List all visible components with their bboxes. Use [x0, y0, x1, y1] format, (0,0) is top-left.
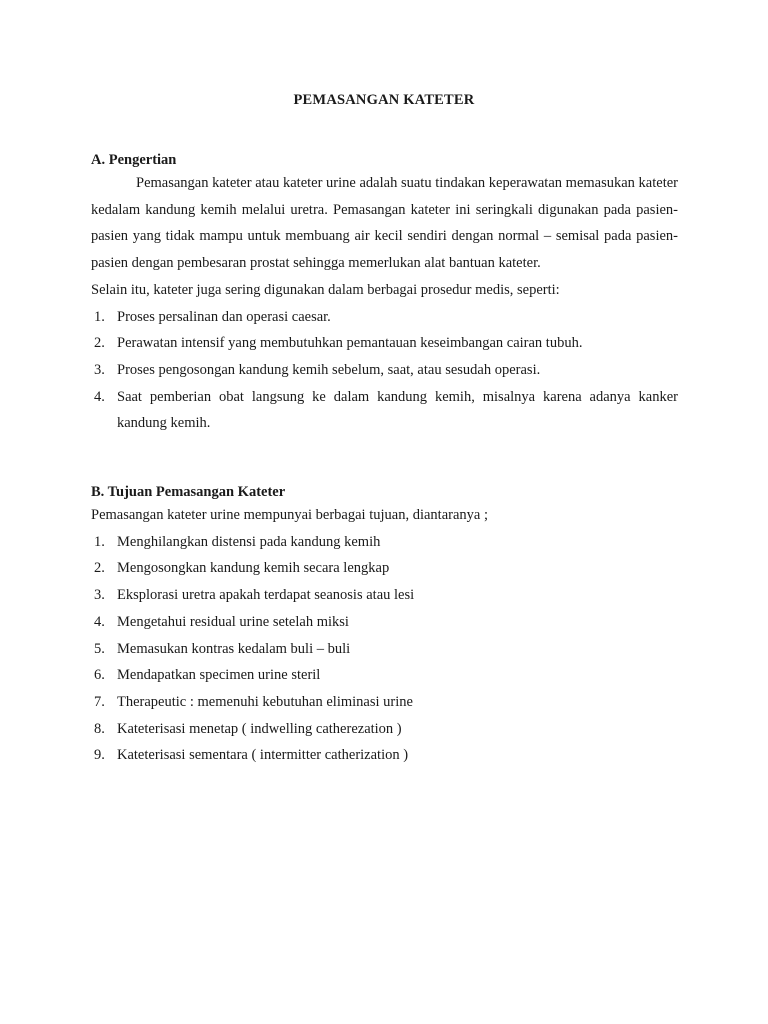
list-item-text: Proses pengosongan kandung kemih sebelum, saat, atau sesudah operasi.: [117, 361, 541, 378]
list-item: [91, 304, 678, 331]
section-a-list: [91, 304, 678, 438]
list-item-number: 5.: [94, 640, 105, 657]
list-item-number: 1.: [94, 308, 105, 325]
list-item: [91, 716, 678, 743]
section-a-intro: Selain itu, kateter juga sering digunakan dalam berbagai prosedur medis, seperti:: [91, 281, 560, 298]
list-item-number: 4.: [94, 388, 105, 405]
list-item-text: Mengosongkan kandung kemih secara lengkap: [117, 560, 390, 577]
section-a-heading: A. Pengertian: [91, 152, 177, 168]
list-item-number: 3.: [94, 361, 105, 378]
list-item: [91, 529, 678, 556]
list-item-number: 2.: [94, 335, 105, 352]
list-item: [91, 662, 678, 689]
section-pengertian: [91, 150, 678, 437]
list-item-text: Kateterisasi sementara ( intermitter catherization ): [117, 747, 409, 764]
list-item-text: Memasukan kontras kedalam buli – buli: [117, 640, 351, 657]
list-item: [91, 582, 678, 609]
list-item-text: Mengetahui residual urine setelah miksi: [117, 613, 349, 630]
list-item-text: Kateterisasi menetap ( indwelling catherezation ): [117, 720, 402, 737]
list-item-text: Therapeutic : memenuhi kebutuhan eliminasi urine: [117, 693, 413, 710]
list-item: [91, 636, 678, 663]
list-item-text: Proses persalinan dan operasi caesar.: [117, 308, 331, 325]
list-item-number: 8.: [94, 720, 105, 737]
list-item-text: Perawatan intensif yang membutuhkan pemantauan keseimbangan cairan tubuh.: [117, 335, 583, 352]
list-item: [91, 742, 678, 769]
list-item-number: 6.: [94, 667, 105, 684]
list-item: [91, 555, 678, 582]
section-b-list: [91, 529, 678, 769]
list-item-text: Saat pemberian obat langsung ke dalam kandung kemih, misalnya karena adanya kanker kandung kemih.: [117, 388, 678, 432]
list-item: [91, 357, 678, 384]
document-title: PEMASANGAN KATETER: [293, 92, 475, 108]
list-item-text: Eksplorasi uretra apakah terdapat seanosis atau lesi: [117, 587, 415, 604]
list-item-text: Menghilangkan distensi pada kandung kemih: [117, 533, 381, 550]
list-item-text: Mendapatkan specimen urine steril: [117, 667, 321, 684]
list-item-number: 1.: [94, 533, 105, 550]
section-a-paragraph: Pemasangan kateter atau kateter urine adalah suatu tindakan keperawatan memasukan kateter kedalam kandung kemih melalui uretra. Pemasangan kateter ini seringkali digunakan pada pasien-pasien yang tidak mampu untuk membuang air kecil sendiri dengan normal – semisal pada pasien-pasien dengan pembesaran prostat sehingga memerlukan alat bantuan kateter.: [91, 175, 678, 272]
list-item-number: 2.: [94, 560, 105, 577]
section-tujuan: [91, 482, 678, 769]
list-item: [91, 609, 678, 636]
list-item-number: 7.: [94, 693, 105, 710]
list-item-number: 4.: [94, 613, 105, 630]
list-item: [91, 330, 678, 357]
list-item: [91, 689, 678, 716]
list-item-number: 3.: [94, 587, 105, 604]
list-item: [91, 384, 678, 437]
section-b-heading: B. Tujuan Pemasangan Kateter: [91, 484, 286, 500]
list-item-number: 9.: [94, 747, 105, 764]
section-b-intro: Pemasangan kateter urine mempunyai berbagai tujuan, diantaranya ;: [91, 507, 488, 523]
